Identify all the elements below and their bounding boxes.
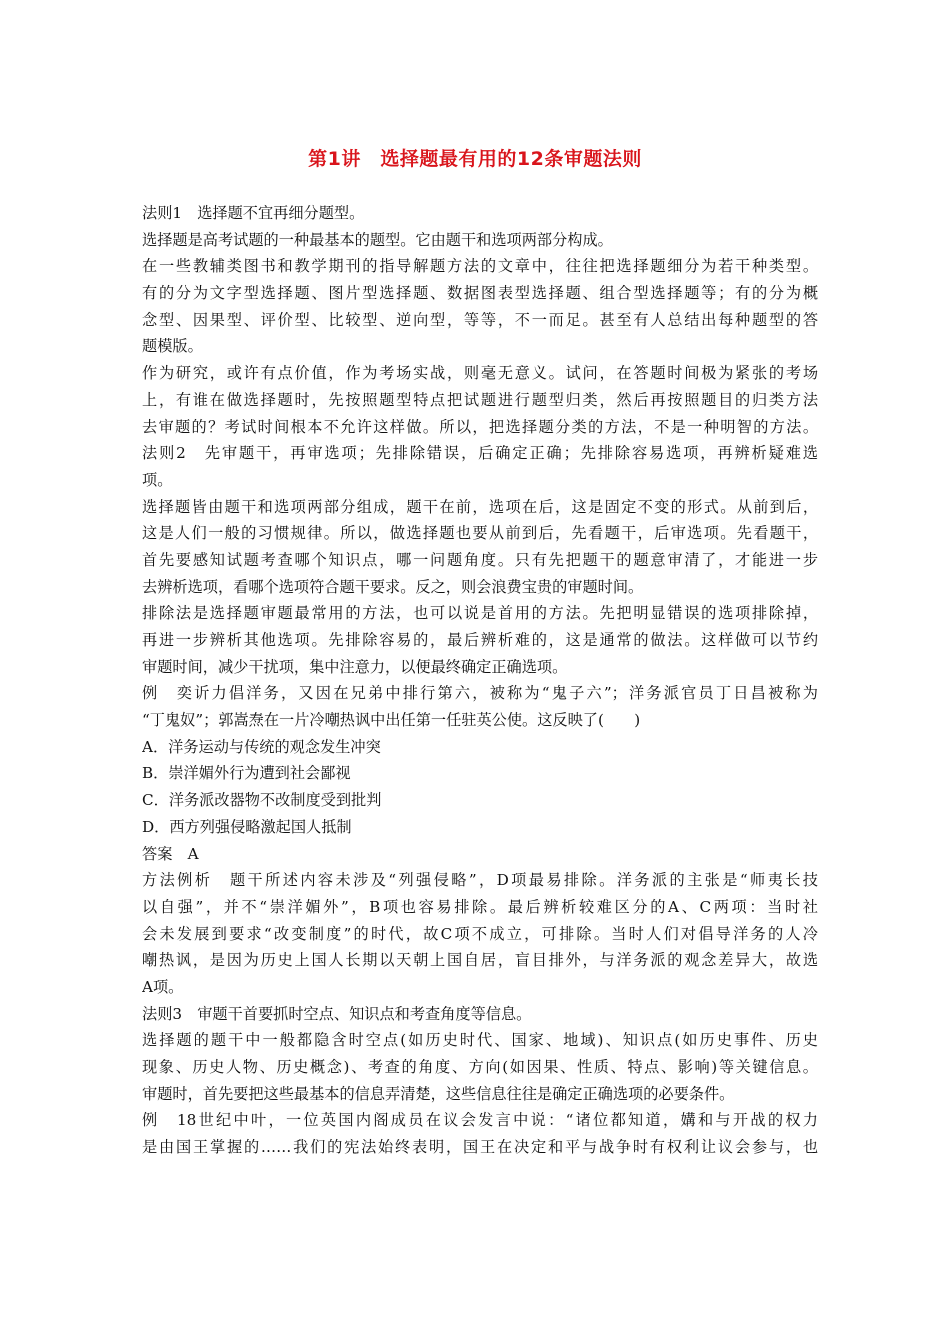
text-line: 去审题的？考试时间根本不允许这样做。所以，把选择题分类的方法，不是一种明智的方法。 bbox=[142, 417, 818, 436]
text-line: 现象、历史人物、历史概念)、考查的角度、方向(如因果、性质、特点、影响)等关键信息。 bbox=[142, 1058, 818, 1076]
text-line: 去辨析选项，看哪个选项符合题干要求。反之，则会浪费宝贵的审题时间。 bbox=[142, 577, 644, 596]
text-line: 再进一步辨析其他选项。先排除容易的，最后辨析难的，这是通常的做法。这样做可以节约 bbox=[142, 631, 818, 649]
text-line: 选择题皆由题干和选项两部分组成，题干在前，选项在后，这是固定不变的形式。从前到后， bbox=[142, 497, 818, 516]
text-line: 作为研究，或许有点价值，作为考场实战，则毫无意义。试问，在答题时间极为紧张的考场 bbox=[142, 364, 818, 383]
text-line: 法则2 先审题干，再审选项；先排除错误，后确定正确；先排除容易选项，再辨析疑难选 bbox=[142, 444, 818, 463]
text-line: 选择题是高考试题的一种最基本的题型。它由题干和选项两部分构成。 bbox=[142, 230, 613, 249]
example-line: “丁鬼奴”；郭嵩焘在一片冷嘲热讽中出任第一任驻英公使。这反映了( ) bbox=[142, 711, 641, 730]
text-line: 选择题的题干中一般都隐含时空点(如历史时代、国家、地域)、知识点(如历史事件、历史 bbox=[142, 1031, 818, 1050]
page-title: 第1讲 选择题最有用的12条审题法则 bbox=[308, 148, 642, 170]
analysis-line: 方法例析 题干所述内容未涉及“列强侵略”，D项最易排除。洋务派的主张是“师夷长技 bbox=[142, 871, 818, 890]
analysis-line: 嘲热讽，是因为历史上国人长期以天朝上国自居，盲目排外，与洋务派的观念差异大，故选 bbox=[142, 951, 818, 970]
text-line: 有的分为文字型选择题、图片型选择题、数据图表型选择题、组合型选择题等；有的分为概 bbox=[142, 284, 818, 303]
example-line: 是由国王掌握的……我们的宪法始终表明，国王在决定和平与战争时有权利让议会参与，也 bbox=[142, 1138, 818, 1157]
example-line: 例 奕䜣力倡洋务，又因在兄弟中排行第六，被称为“鬼子六”；洋务派官员丁日昌被称为 bbox=[142, 684, 818, 703]
example-line: 例 18世纪中叶，一位英国内阁成员在议会发言中说：“诸位都知道，媾和与开战的权力 bbox=[142, 1111, 818, 1130]
analysis-line: 以自强”，并不“崇洋媚外”，B项也容易排除。最后辨析较难区分的A、C两项：当时社 bbox=[142, 897, 818, 916]
text-line: 题模版。 bbox=[142, 337, 203, 356]
option-b: B．崇洋媚外行为遭到社会鄙视 bbox=[142, 764, 351, 783]
analysis-line: 会未发展到要求“改变制度”的时代，故C项不成立，可排除。当时人们对倡导洋务的人冷 bbox=[142, 924, 818, 943]
rule-heading: 法则3 审题干首要抓时空点、知识点和考查角度等信息。 bbox=[142, 1004, 532, 1023]
analysis-line: A项。 bbox=[142, 977, 184, 996]
option-d: D．西方列强侵略激起国人抵制 bbox=[142, 817, 352, 836]
text-line: 排除法是选择题审题最常用的方法，也可以说是首用的方法。先把明显错误的选项排除掉， bbox=[142, 604, 818, 623]
text-line: 审题时，首先要把这些最基本的信息弄清楚，这些信息往往是确定正确选项的必要条件。 bbox=[142, 1084, 735, 1103]
answer-line: 答案 A bbox=[142, 844, 199, 863]
text-line: 项。 bbox=[142, 470, 173, 489]
text-line: 首先要感知试题考查哪个知识点，哪一问题角度。只有先把题干的题意审清了，才能进一步 bbox=[142, 550, 818, 569]
text-line: 在一些教辅类图书和教学期刊的指导解题方法的文章中，往往把选择题细分为若干种类型。 bbox=[142, 257, 818, 276]
option-a: A．洋务运动与传统的观念发生冲突 bbox=[142, 737, 381, 756]
document-body bbox=[142, 200, 818, 1161]
text-line: 念型、因果型、评价型、比较型、逆向型，等等，不一而足。甚至有人总结出每种题型的答 bbox=[142, 310, 818, 329]
text-line: 法则1 选择题不宜再细分题型。 bbox=[142, 204, 365, 222]
text-line: 审题时间，减少干扰项，集中注意力，以便最终确定正确选项。 bbox=[142, 657, 568, 676]
text-line: 上，有谁在做选择题时，先按照题型特点把试题进行题型归类，然后再按照题目的归类方法 bbox=[142, 390, 818, 409]
option-c: C．洋务派改器物不改制度受到批判 bbox=[142, 791, 382, 810]
text-line: 这是人们一般的习惯规律。所以，做选择题也要从前到后，先看题干，后审选项。先看题干， bbox=[142, 524, 818, 543]
